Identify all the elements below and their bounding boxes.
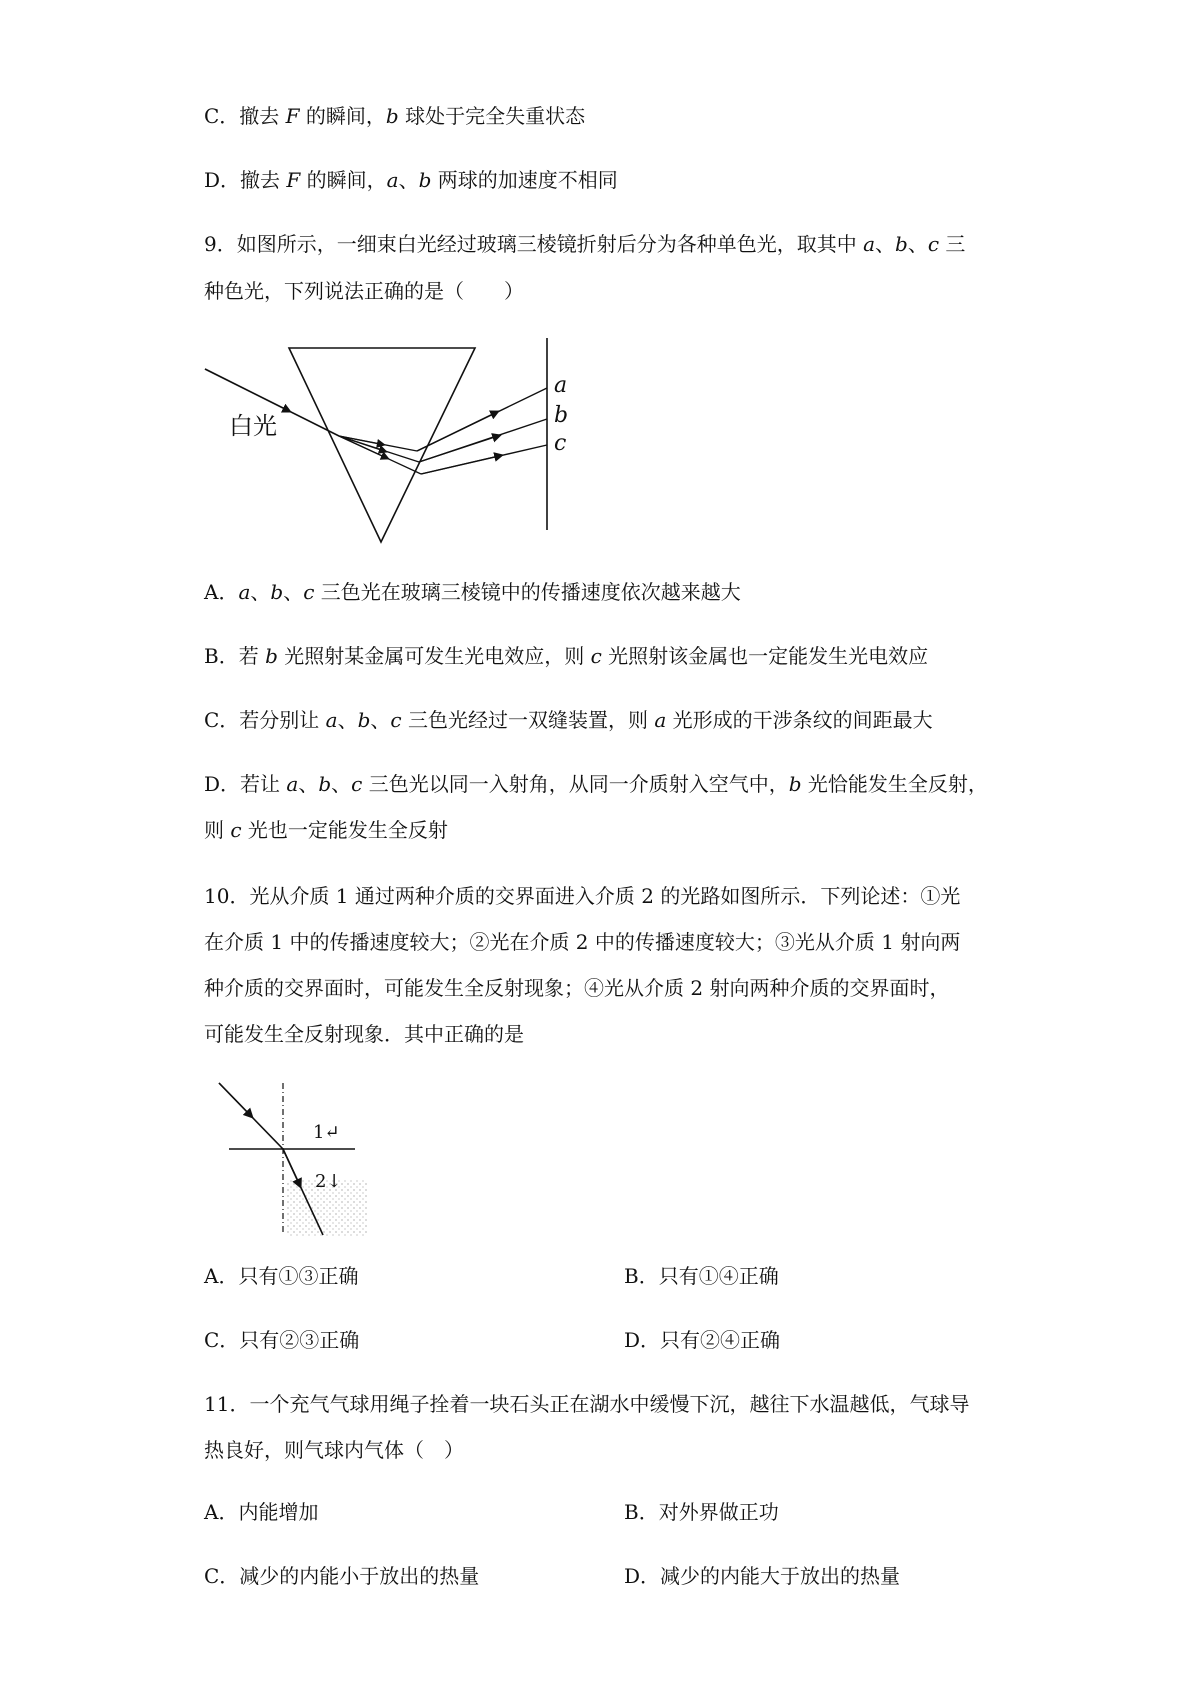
q9-option-d-line2: 则 c 光也一定能发生全反射 bbox=[204, 818, 448, 842]
q8-option-c: C．撤去 F 的瞬间，b 球处于完全失重状态 bbox=[204, 104, 586, 128]
white-light-label: 白光 bbox=[229, 412, 277, 440]
q10-option-c: C．只有②③正确 bbox=[204, 1328, 360, 1352]
incident-arrow bbox=[205, 369, 291, 412]
q11-stem-line1: 11．一个充气气球用绳子拴着一块石头正在湖水中缓慢下沉，越往下水温越低，气球导 bbox=[204, 1392, 970, 1416]
ray-label-a: a bbox=[554, 373, 568, 398]
q10-stem-line3: 种介质的交界面时，可能发生全反射现象；④光从介质 2 射向两种介质的交界面时， bbox=[204, 976, 950, 1000]
q10-option-b: B．只有①④正确 bbox=[624, 1264, 779, 1288]
prism-diagram bbox=[195, 330, 575, 550]
q11-option-c: C．减少的内能小于放出的热量 bbox=[204, 1564, 480, 1588]
refraction-diagram bbox=[215, 1075, 375, 1245]
q9-option-c: C．若分别让 a、b、c 三色光经过一双缝装置，则 a 光形成的干涉条纹的间距最大 bbox=[204, 708, 933, 732]
q11-stem-line2: 热良好，则气球内气体（ ） bbox=[204, 1438, 464, 1462]
ray-label-c: c bbox=[554, 431, 567, 456]
q9-option-d-line1: D．若让 a、b、c 三色光以同一入射角，从同一介质射入空气中，b 光恰能发生全反射， bbox=[204, 772, 988, 796]
q10-stem-line2: 在介质 1 中的传播速度较大；②光在介质 2 中的传播速度较大；③光从介质 1 射向两 bbox=[204, 930, 961, 954]
q10-stem-line1: 10．光从介质 1 通过两种介质的交界面进入介质 2 的光路如图所示．下列论述：①光 bbox=[204, 884, 961, 908]
q9-stem-line2: 种色光，下列说法正确的是（ ） bbox=[204, 279, 524, 303]
q10-option-a: A．只有①③正确 bbox=[204, 1264, 359, 1288]
outgoing-arrow-a bbox=[417, 411, 499, 451]
medium2-label: 2↓ bbox=[315, 1171, 342, 1192]
q11-option-d: D．减少的内能大于放出的热量 bbox=[624, 1564, 901, 1588]
q9-option-a: A．a、b、c 三色光在玻璃三棱镜中的传播速度依次越来越大 bbox=[204, 580, 741, 604]
q11-option-b: B．对外界做正功 bbox=[624, 1500, 779, 1524]
q8-option-d: D．撤去 F 的瞬间，a、b 两球的加速度不相同 bbox=[204, 168, 618, 192]
medium1-label: 1↵ bbox=[313, 1122, 340, 1143]
q11-option-a: A．内能增加 bbox=[204, 1500, 319, 1524]
q9-option-b: B．若 b 光照射某金属可发生光电效应，则 c 光照射该金属也一定能发生光电效应 bbox=[204, 644, 929, 668]
q9-stem-line1: 9．如图所示，一细束白光经过玻璃三棱镜折射后分为各种单色光，取其中 a、b、c 三 bbox=[204, 232, 966, 256]
q10-stem-line4: 可能发生全反射现象．其中正确的是 bbox=[204, 1022, 524, 1046]
inner-arrow-c bbox=[339, 436, 389, 459]
q10-option-d: D．只有②④正确 bbox=[624, 1328, 781, 1352]
incident-ray-arrow bbox=[219, 1083, 253, 1118]
ray-label-b: b bbox=[554, 403, 569, 428]
